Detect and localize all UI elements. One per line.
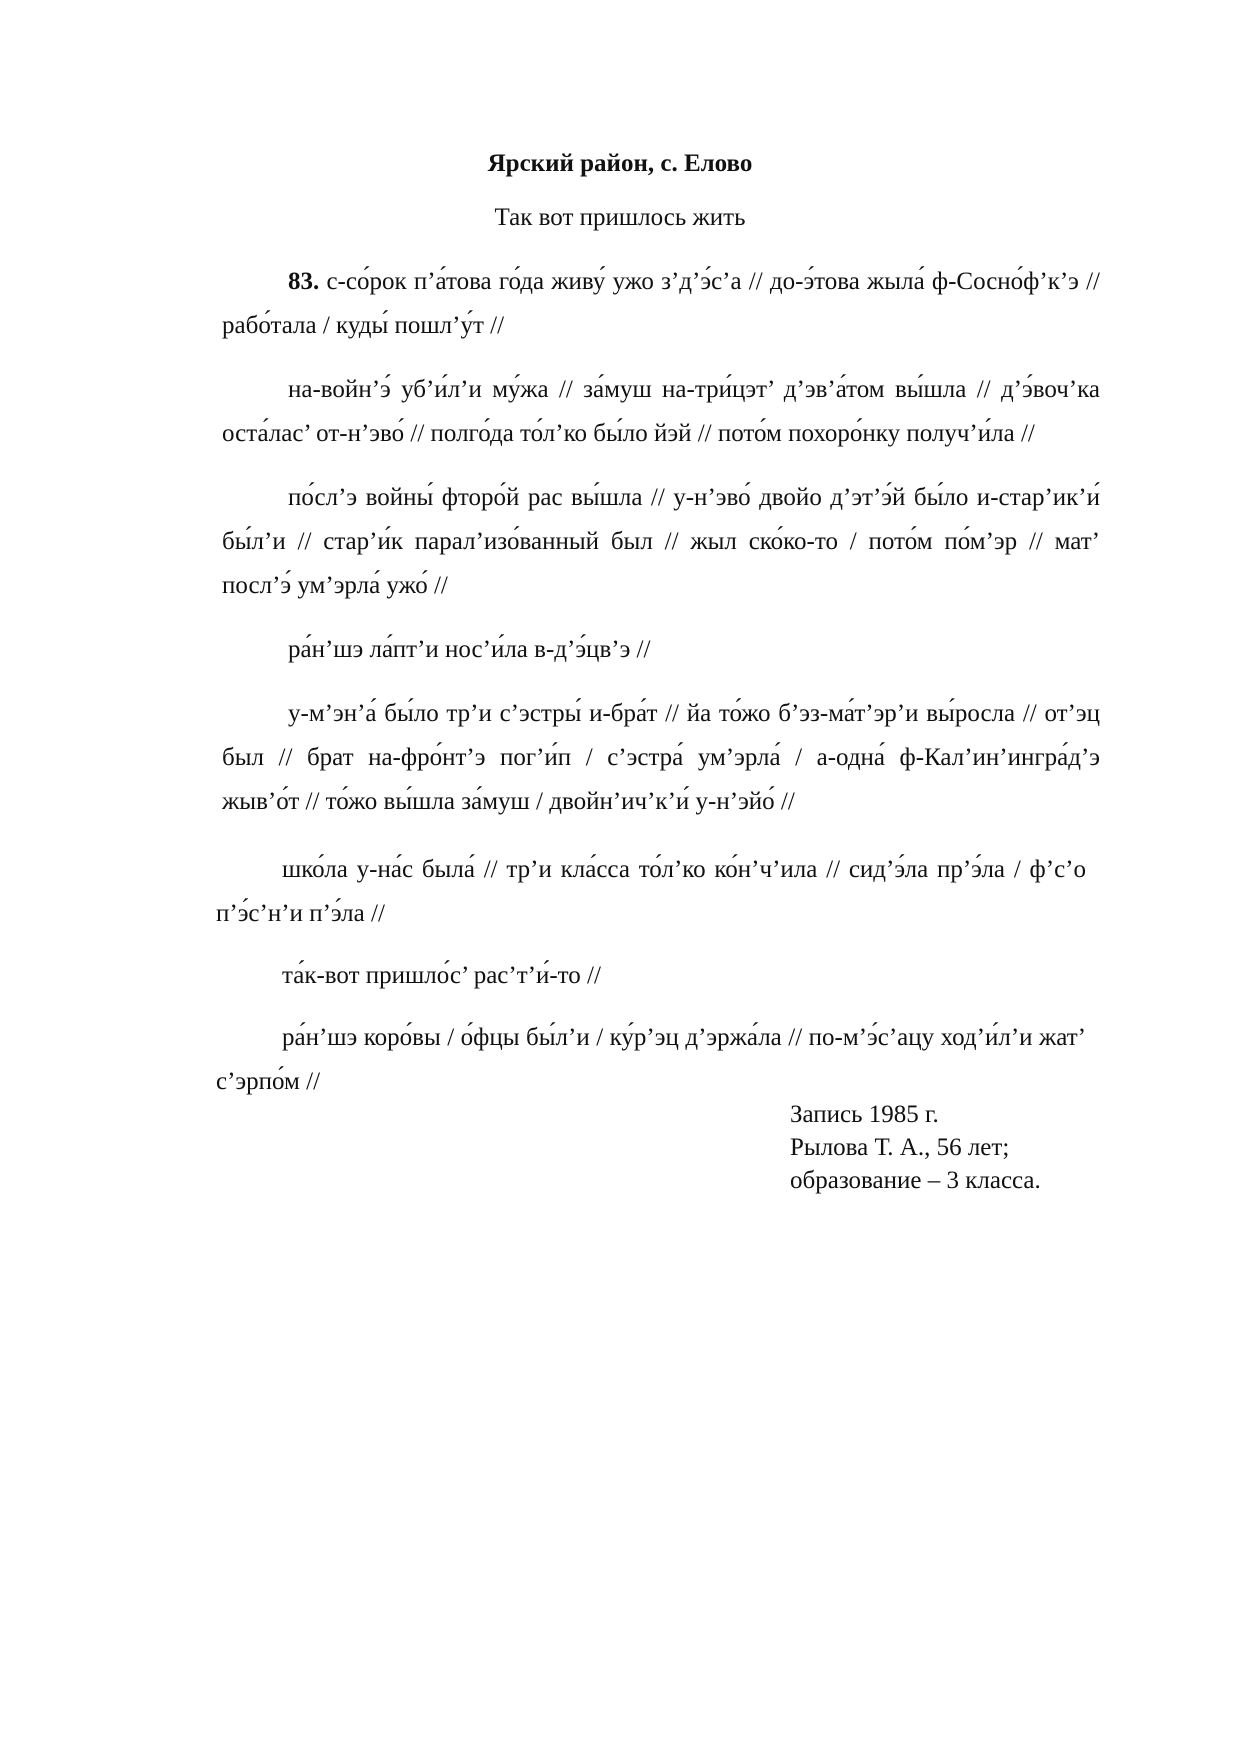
- text-number: 83.: [288, 268, 320, 295]
- paragraph: [222, 260, 1100, 348]
- paragraph: ра́н’шэ ла́пт’и нос’и́ла в-д’э́цв’э //: [288, 636, 651, 663]
- record-education: образование – 3 класса.: [790, 1167, 1041, 1194]
- record-date: Запись 1985 г.: [790, 1101, 939, 1128]
- paragraph-text: с-со́рок п’а́това го́да живу́ ужо з’д’э́с’а // до-э́това жыла́ ф-Сосно́ф’к’э // рабо́тала / куды́ пошл’у́т //: [222, 268, 1100, 339]
- paragraph: та́к-вот пришло́с’ рас’т’и́-то //: [282, 962, 601, 989]
- transcript-block-2: [216, 848, 1086, 1122]
- paragraph: ра́н’шэ коро́вы / о́фцы бы́л’и / ку́р’эц д’эржа́ла // по-м’э́с’ацу ход’и́л’и жат’ с’эрпо́м //: [216, 1024, 1086, 1095]
- region-heading: Ярский район, с. Елово: [487, 150, 753, 177]
- paragraph: у-м’эн’а́ бы́ло тр’и с’эстры́ и-бра́т // йа то́жо б’эз-ма́т’эр’и вы́росла // от’эц был // брат на-фро́нт’э пог’и́п / с’эстра́ ум’эрла́ / а-одна́ ф-Кал’ин’ингра́д’э жыв’о́т // то́жо вы́шла за́муш / двойн’ич’к’и́ у-н’эйо́ //: [222, 700, 1100, 815]
- paragraph: по́сл’э войны́ фторо́й рас вы́шла // у-н’эво́ двойо д’эт’э́й бы́ло и-стар’ик’и́ бы́л’и // стар’и́к парал’изо́ванный был // жыл ско́ко-то / пото́м по́м’эр // мат’ посл’э́ ум’эрла́ ужо́ //: [222, 484, 1100, 599]
- record-informant: Рылова Т. А., 56 лет;: [790, 1134, 1010, 1161]
- paragraph: на-войн’э́ уб’и́л’и му́жа // за́муш на-три́цэт’ д’эв’а́том вы́шла // д’э́воч’ка оста́лас’ от-н’эво́ // полго́да то́л’ко бы́ло йэй // пото́м похоро́нку получ’и́ла //: [222, 376, 1100, 447]
- transcript-block-1: [222, 260, 1100, 844]
- record-info: [790, 1098, 1041, 1197]
- paragraph: шко́ла у-на́с была́ // тр’и кла́сса то́л’ко ко́н’ч’ила // сид’э́ла пр’э́ла / ф’с’о п’э́с’н’и п’э́ла //: [216, 856, 1086, 927]
- text-title: Так вот пришлось жить: [494, 204, 746, 231]
